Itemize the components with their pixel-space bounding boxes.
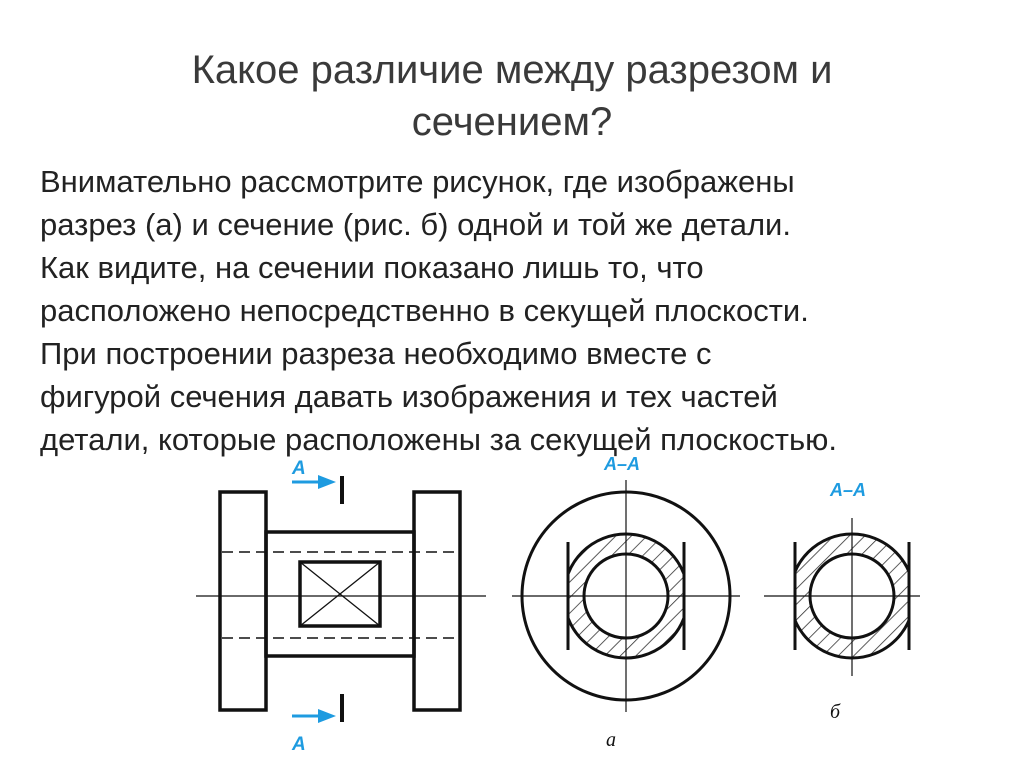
body-line-1: Внимательно рассмотрите рисунок, где изображены (40, 164, 795, 199)
title-line-1: Какое различие между разрезом и (191, 48, 833, 92)
section-label-bottom: А (292, 734, 306, 755)
body-line-4: расположено непосредственно в секущей плоскости. (40, 293, 809, 328)
body-line-2: разрез (а) и сечение (рис. б) одной и той же детали. (40, 207, 791, 242)
arrow-bottom-head (318, 709, 336, 723)
view-b-cross-section (764, 480, 920, 723)
caption-a: а (606, 729, 616, 751)
body-line-7: детали, которые расположены за секущей плоскостью. (40, 422, 837, 457)
view-a-label: А–А (604, 454, 641, 474)
body-line-5: При построении разреза необходимо вместе с (40, 336, 712, 371)
slide-body-text (40, 160, 1000, 461)
front-view (196, 492, 486, 710)
body-line-6: фигурой сечения давать изображения и тех частей (40, 379, 778, 414)
view-b-label: А–А (830, 480, 867, 500)
caption-b: б (830, 701, 841, 723)
view-a-section (512, 454, 740, 751)
section-label-top: А (292, 458, 306, 479)
drawing-canvas (196, 448, 928, 768)
body-line-3: Как видите, на сечении показано лишь то, что (40, 250, 704, 285)
technical-drawing (196, 448, 928, 768)
right-flange (414, 492, 460, 710)
title-line-2: сечением? (411, 100, 613, 144)
slide-title (60, 44, 964, 148)
left-flange (220, 492, 266, 710)
arrow-top-head (318, 475, 336, 489)
